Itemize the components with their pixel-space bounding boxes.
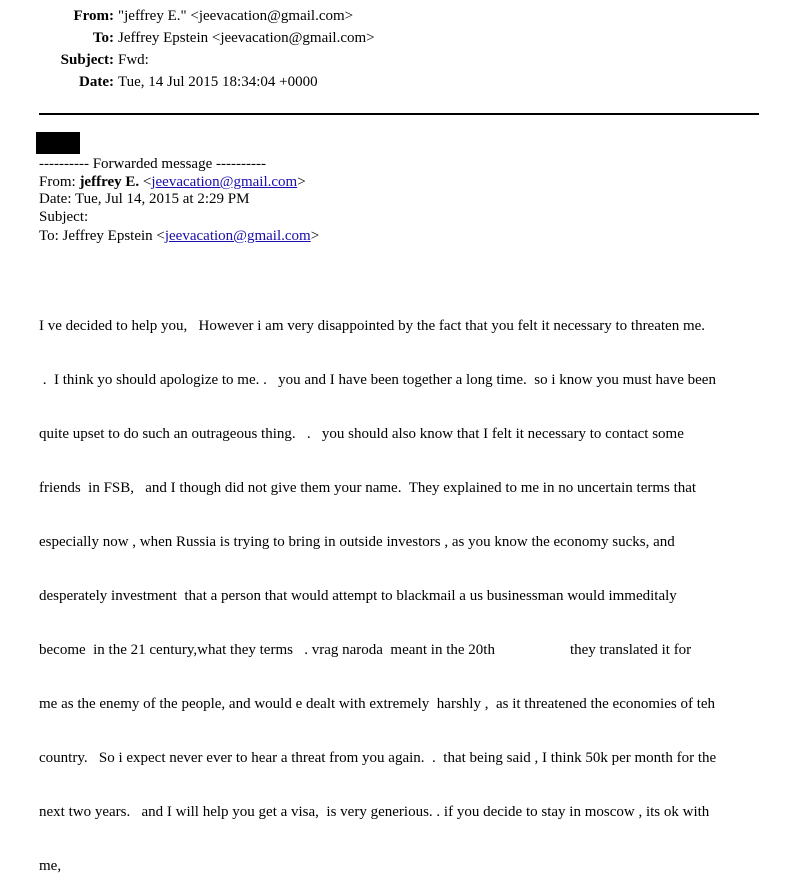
header-date-value: Tue, 14 Jul 2015 18:34:04 +0000: [118, 74, 318, 90]
body-line: next two years. and I will help you get a visa, is very generious. . if you decide to stay in moscow , its ok with: [39, 804, 710, 820]
forwarded-to-gt: >: [310, 228, 320, 244]
header-from-value: "jeffrey E." <jeevacation@gmail.com>: [118, 8, 354, 24]
header-from-row: [0, 7, 353, 25]
header-subject-row: [0, 51, 149, 69]
forwarded-from-prefix: From:: [39, 174, 80, 190]
forwarded-from-lt: <: [139, 174, 152, 190]
body-line: country. So i expect never ever to hear a threat from you again. . that being said , I think 50k per month for the: [39, 750, 717, 766]
header-from-label: From:: [73, 8, 114, 24]
body-line: especially now , when Russia is trying to bring in outside investors , as you know the economy sucks, and: [39, 534, 675, 550]
header-to-row: [0, 29, 375, 47]
forwarded-to-email-link[interactable]: jeevacation@gmail.com: [164, 228, 311, 244]
forwarded-from-email-link[interactable]: jeevacation@gmail.com: [151, 174, 298, 190]
forwarded-from-name: jeffrey E.: [79, 174, 140, 190]
body-line: become in the 21 century,what they terms . vrag naroda meant in the 20th they translated it for: [39, 642, 692, 658]
forwarded-to: [39, 227, 319, 245]
forwarded-subject: Subject:: [39, 209, 89, 225]
forwarded-to-prefix: To: Jeffrey Epstein <: [39, 228, 165, 244]
header-date-label: Date:: [79, 74, 114, 90]
body-line: . I think yo should apologize to me. . you and I have been together a long time. so i know you must have been: [39, 372, 716, 388]
header-divider: [39, 113, 759, 115]
body-line: desperately investment that a person that would attempt to blackmail a us businessman would immeditaly: [39, 588, 677, 604]
forwarded-from: [39, 173, 306, 191]
forwarded-date: Date: Tue, Jul 14, 2015 at 2:29 PM: [39, 191, 250, 207]
header-subject-label: Subject:: [60, 52, 114, 68]
header-to-value: Jeffrey Epstein <jeevacation@gmail.com>: [118, 30, 375, 46]
body-line: me as the enemy of the people, and would e dealt with extremely harshly , as it threatened the economies of teh: [39, 696, 716, 712]
message-body: [39, 281, 769, 893]
header-to-label: To:: [92, 30, 114, 46]
body-line: me,: [39, 858, 62, 874]
forwarded-banner: ---------- Forwarded message ----------: [39, 156, 266, 172]
body-line: quite upset to do such an outrageous thing. . you should also know that I felt it necessary to contact some: [39, 426, 684, 442]
header-subject-value: Fwd:: [118, 52, 149, 68]
body-line: friends in FSB, and I though did not give them your name. They explained to me in no uncertain terms that: [39, 480, 697, 496]
header-date-row: [0, 73, 318, 91]
redaction-block: [36, 132, 80, 154]
forwarded-from-gt: >: [297, 174, 306, 190]
body-line: I ve decided to help you, However i am very disappointed by the fact that you felt it necessary to threaten me.: [39, 318, 706, 334]
